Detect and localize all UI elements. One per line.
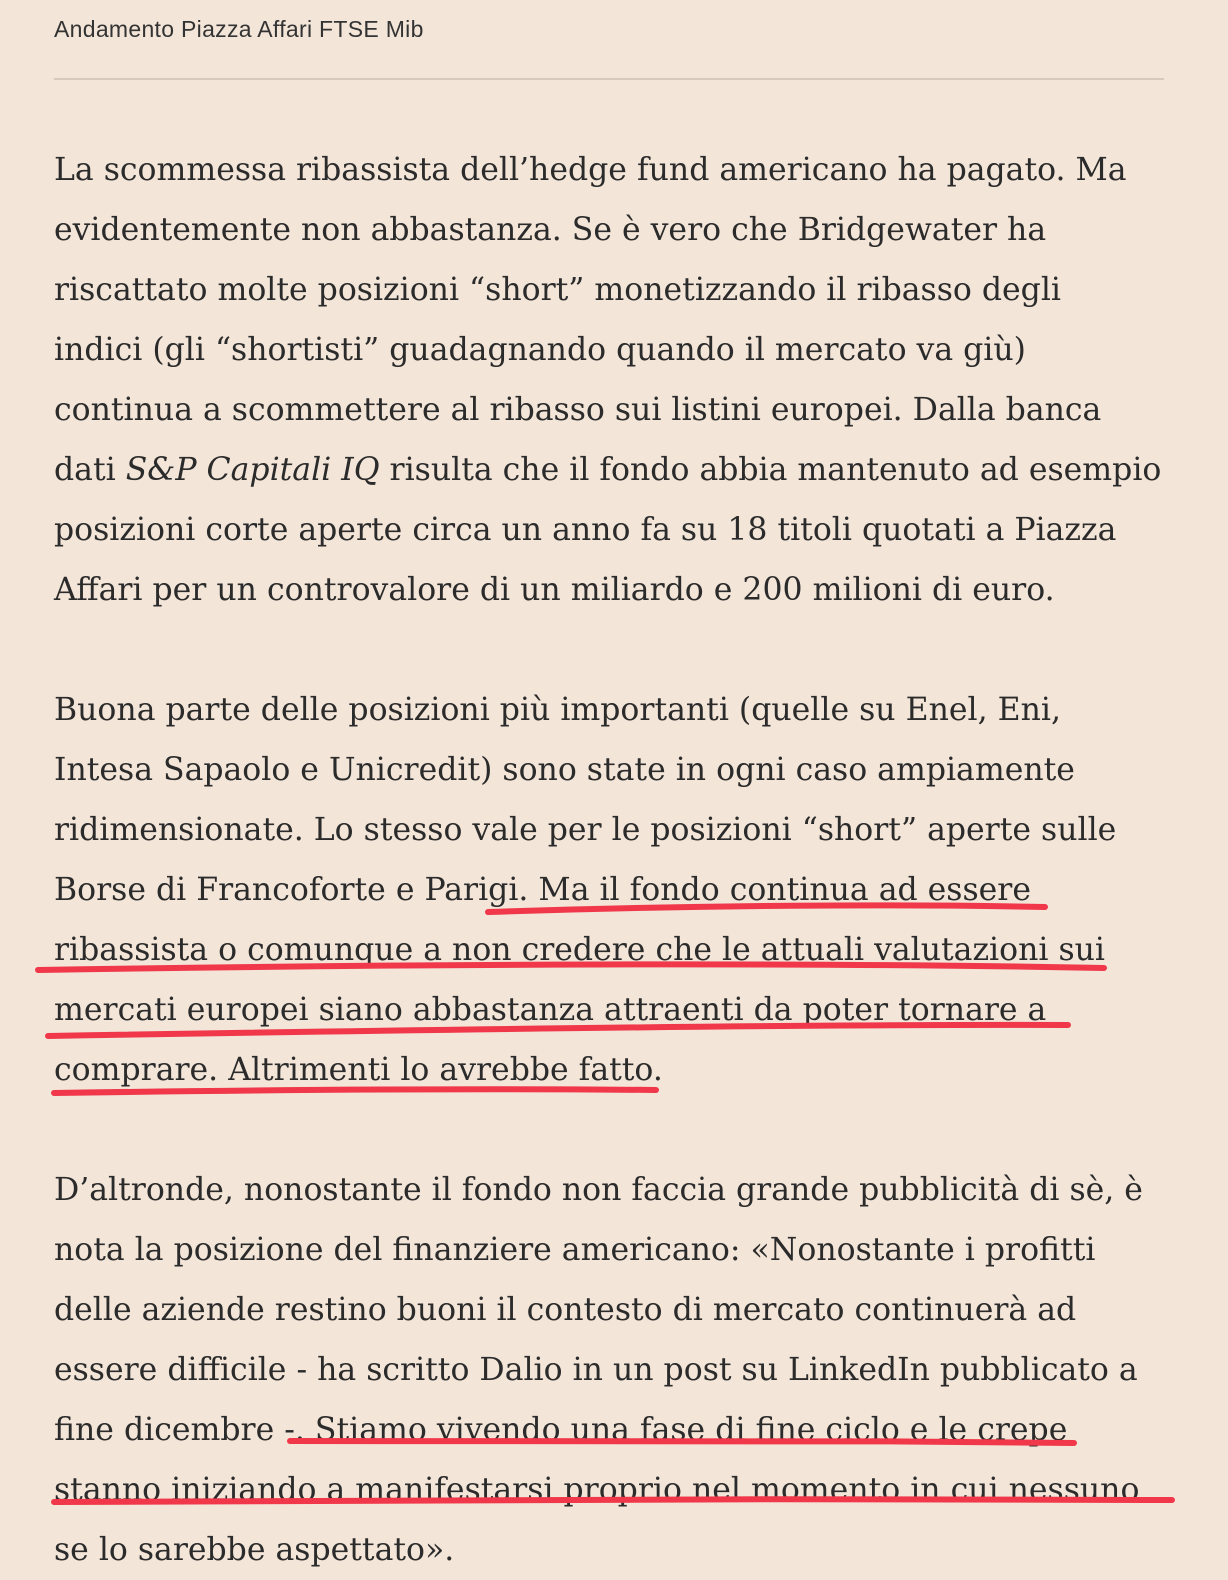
text-line: indici (gli “shortisti” guadagnando quando il mercato va giù) bbox=[54, 332, 1026, 368]
text-line: evidentemente non abbastanza. Se è vero che Bridgewater ha bbox=[54, 212, 1047, 248]
text-line: ridimensionate. Lo stesso vale per le posizioni “short” aperte sulle bbox=[54, 812, 1117, 848]
text-line: fine dicembre -. Stiamo vivendo una fase di fine ciclo e le crepe bbox=[54, 1412, 1068, 1448]
text-fragment: dati bbox=[54, 452, 126, 488]
text-line: Intesa Sapaolo e Unicredit) sono state in ogni caso ampiamente bbox=[54, 752, 1075, 788]
paragraph-2 bbox=[54, 680, 1174, 1100]
text-line: essere difficile - ha scritto Dalio in un post su LinkedIn pubblicato a bbox=[54, 1352, 1138, 1388]
text-line: La scommessa ribassista dell’hedge fund americano ha pagato. Ma bbox=[54, 152, 1127, 188]
source-name: S&P Capitali IQ bbox=[125, 452, 380, 488]
text-line: continua a scommettere al ribasso sui listini europei. Dalla banca bbox=[54, 392, 1102, 428]
divider bbox=[54, 78, 1164, 80]
text-line: se lo sarebbe aspettato». bbox=[54, 1532, 455, 1568]
text-fragment: risulta che il fondo abbia mantenuto ad esempio bbox=[379, 452, 1162, 488]
chart-caption: Andamento Piazza Affari FTSE Mib bbox=[54, 16, 424, 42]
text-line: stanno iniziando a manifestarsi proprio nel momento in cui nessuno bbox=[54, 1472, 1140, 1508]
text-line: riscattato molte posizioni “short” monetizzando il ribasso degli bbox=[54, 272, 1061, 308]
text-line: comprare. Altrimenti lo avrebbe fatto. bbox=[54, 1052, 663, 1088]
text-line: posizioni corte aperte circa un anno fa su 18 titoli quotati a Piazza bbox=[54, 512, 1117, 548]
text-line: ribassista o comunque a non credere che le attuali valutazioni sui bbox=[54, 932, 1105, 968]
text-line: mercati europei siano abbastanza attraenti da poter tornare a bbox=[54, 992, 1047, 1028]
text-line: D’altronde, nonostante il fondo non faccia grande pubblicità di sè, è bbox=[54, 1172, 1143, 1208]
text-line: Buona parte delle posizioni più importanti (quelle su Enel, Eni, bbox=[54, 692, 1061, 728]
text-line: delle aziende restino buoni il contesto di mercato continuerà ad bbox=[54, 1292, 1077, 1328]
text-line: Borse di Francoforte e Parigi. Ma il fondo continua ad essere bbox=[54, 872, 1031, 908]
text-line: nota la posizione del finanziere americano: «Nonostante i profitti bbox=[54, 1232, 1096, 1268]
text-line: Affari per un controvalore di un miliardo e 200 milioni di euro. bbox=[54, 572, 1055, 608]
text-line bbox=[54, 440, 1174, 500]
paragraph-1 bbox=[54, 140, 1174, 620]
article-body bbox=[54, 140, 1174, 1580]
paragraph-3 bbox=[54, 1160, 1174, 1580]
